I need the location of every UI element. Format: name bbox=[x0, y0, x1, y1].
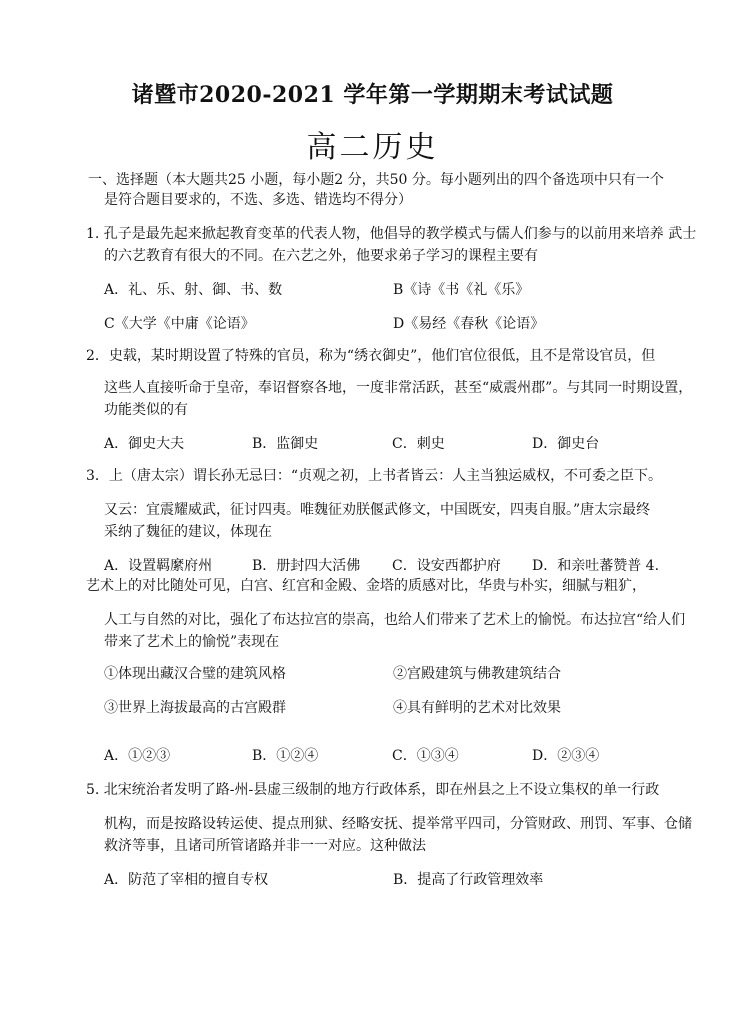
q4-stem-line-2: 带来了艺术上的愉悦”表现在 bbox=[104, 634, 280, 650]
q1-option-c[interactable]: C《大学《中庸《论语》 bbox=[104, 316, 255, 332]
q2-option-c[interactable]: C．刺史 bbox=[392, 436, 445, 452]
section-line-1: 一、选择题（本大题共25 小题，每小题2 分，共50 分。每小题列出的四个备选项中只有一个 bbox=[88, 172, 664, 188]
q3-option-a[interactable]: A．设置羁縻府州 bbox=[104, 558, 213, 574]
q3-option-c[interactable]: C．设安西都护府 bbox=[392, 558, 501, 574]
q1-stem-line-1: 1. 孔子是最先起来掀起教育变革的代表人物，他倡导的教学模式与儒人们参与的以前用来培养 武士 bbox=[86, 226, 697, 242]
q3-option-b[interactable]: B．册封四大活佛 bbox=[252, 558, 361, 574]
q5-stem-line-3: 救济等事，且诸司所管诸路并非一一对应。这种做法 bbox=[104, 838, 426, 854]
q1-option-d[interactable]: D《易经《春秋《论语》 bbox=[393, 316, 545, 332]
q2-option-a[interactable]: A．御史大夫 bbox=[104, 436, 185, 452]
q2-option-b[interactable]: B．监御史 bbox=[252, 436, 319, 452]
q4-option-b[interactable]: B．①②④ bbox=[252, 748, 319, 764]
q2-stem-line-3: 功能类似的有 bbox=[104, 402, 188, 418]
q4-statement-4: ④具有鲜明的艺术对比效果 bbox=[393, 700, 561, 716]
q2-stem-line-1: 2．史载，某时期设置了特殊的官员，称为“绣衣御史”，他们官位很低，且不是常设官员，但 bbox=[86, 348, 656, 364]
section-line-2: 是符合题目要求的，不选、多选、错选均不得分） bbox=[104, 192, 412, 208]
q3-stem-line-1: 3．上（唐太宗）谓长孙无忌曰：“贞观之初，上书者皆云：人主当独运威权，不可委之臣下。 bbox=[86, 468, 663, 484]
q3-stem-line-2: 又云：宜震耀威武，征讨四夷。唯魏征劝朕偃武修文，中国既安，四夷自服。”唐太宗最终 bbox=[104, 502, 651, 518]
exam-title: 诸暨市2020-2021 学年第一学期期末考试试题 bbox=[131, 82, 614, 108]
q4-statement-2: ②宫殿建筑与佛教建筑结合 bbox=[393, 666, 561, 682]
q4-option-d[interactable]: D．②③④ bbox=[532, 748, 600, 764]
exam-subject: 高二历史 bbox=[306, 130, 439, 165]
q1-option-a[interactable]: A．礼、乐、射、御、书、数 bbox=[104, 282, 283, 298]
q5-stem-line-1: 5. 北宋统治者发明了路-州-县虚三级制的地方行政体系，即在州县之上不设立集权的单一行政 bbox=[86, 782, 660, 798]
q1-option-b[interactable]: B《诗《书《礼《乐》 bbox=[393, 282, 530, 298]
q2-stem-line-2: 这些人直接听命于皇帝，奉诏督察各地，一度非常活跃，甚至“威震州郡”。与其同一时期设置， bbox=[104, 380, 693, 396]
q1-stem-line-2: 的六艺教育有很大的不同。在六艺之外，他要求弟子学习的课程主要有 bbox=[104, 248, 538, 264]
q5-stem-line-2: 机构，而是按路设转运使、提点刑狱、经略安抚、提举常平四司，分管财政、刑罚、军事、仓储 bbox=[104, 816, 692, 832]
q4-statement-3: ③世界上海拔最高的古宫殿群 bbox=[104, 700, 286, 716]
q4-statement-1: ①体现出藏汉合璧的建筑风格 bbox=[104, 666, 286, 682]
q2-option-d[interactable]: D．御史台 bbox=[532, 436, 600, 452]
q4-option-c[interactable]: C．①③④ bbox=[392, 748, 459, 764]
q4-stem-lead: 艺术上的对比随处可见，白宫、红宫和金殿、金塔的质感对比，华贵与朴实，细腻与粗犷， bbox=[86, 578, 646, 594]
q4-stem-line-1: 人工与自然的对比，强化了布达拉宫的崇高，也给人们带来了艺术上的愉悦。布达拉宫“给人们 bbox=[104, 612, 686, 628]
q4-option-a[interactable]: A．①②③ bbox=[104, 748, 171, 764]
q3-stem-line-3: 采纳了魏征的建议，体现在 bbox=[104, 524, 272, 540]
q3-option-d[interactable]: D．和亲吐蕃赞普 4. bbox=[532, 558, 660, 574]
q5-option-a[interactable]: A．防范了宰相的擅自专权 bbox=[104, 872, 269, 888]
q5-option-b[interactable]: B．提高了行政管理效率 bbox=[393, 872, 544, 888]
